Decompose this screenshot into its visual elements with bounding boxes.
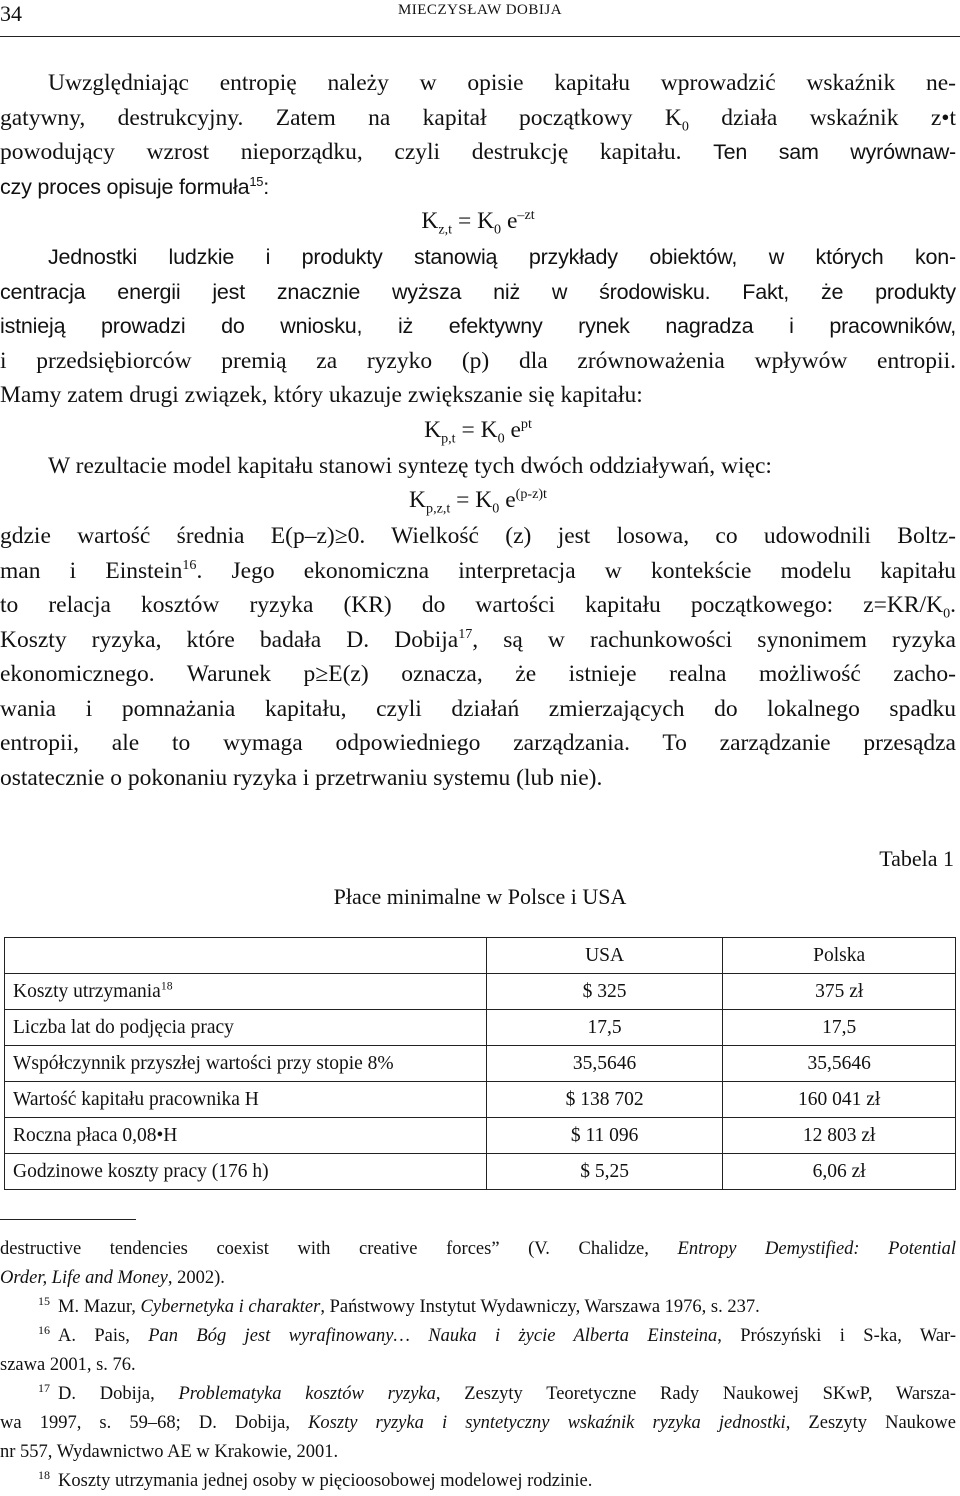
text-line: ekonomicznego. Warunek p≥E(z) oznacza, że istnieje realna możliwość zacho- (0, 661, 957, 687)
text-line: gatywny, destrukcyjny. Zatem na kapitał początkowy $K_0$ działa wskaźnik z•t (0, 104, 957, 135)
table-title: Płace minimalne w Polsce i USA (333, 884, 627, 909)
row-label: Godzinowe koszty pracy (176 h) (5, 1154, 487, 1190)
text-line: Uwzględniając entropię należy w opisie kapitału wprowadzić wskaźnik ne- (48, 70, 956, 96)
table-row (5, 1118, 956, 1154)
text-line: man i Einstein$^{16}$. Jego ekonomiczna interpretacja w kontekście modelu kapitału (0, 556, 956, 584)
cell-polska: 375 zł (723, 974, 956, 1010)
cell-usa: $ 5,25 (486, 1154, 723, 1190)
text-line: Koszty ryzyka, które badała D. Dobija$^{17}$, są w rachunkowości synonimem ryzyka (0, 625, 956, 653)
text-line: to relacja kosztów ryzyka (KR) do wartości kapitału początkowego: $z=KR/K_0$. (0, 592, 956, 622)
cell-polska: 160 041 zł (723, 1082, 956, 1118)
footnote-ref-15: 15 (249, 173, 264, 189)
column-header: Polska (723, 938, 956, 974)
table-row (5, 1046, 956, 1082)
footnote-17-cont: wa 1997, s. 59–68; D. Dobija, Koszty ryzyka i syntetyczny wskaźnik ryzyka jednostki, Zeszyty Naukowe (0, 1413, 957, 1433)
cell-polska: 17,5 (723, 1010, 956, 1046)
cell-usa: $ 325 (486, 974, 723, 1010)
cell-polska: 6,06 zł (723, 1154, 956, 1190)
cell-usa: $ 11 096 (486, 1118, 723, 1154)
text-line: ostatecznie o pokonaniu ryzyka i przetrwaniu systemu (lub nie). (0, 764, 603, 791)
table-row (5, 1154, 956, 1190)
formula-capital-model: $K_{p,z,t} = K_0$ $e^{(p-z)t}$ (409, 486, 547, 517)
footnote-continuation: destructive tendencies coexist with creative forces” (V. Chalidze, Entropy Demystified: Potential (0, 1239, 956, 1259)
text-line: i przedsiębiorców premią za ryzyko (p) dla zrównoważenia wpływów entropii. (0, 347, 956, 374)
text-line: Jednostki ludzkie i produkty stanowią przykłady obiektów, w których kon- (48, 245, 956, 269)
cell-usa: 35,5646 (486, 1046, 723, 1082)
formula-entropy: $K_{z,t} = K_0$ $e^{-zt}$ (421, 207, 535, 238)
row-label: Koszty utrzymania$^{18}$ (5, 974, 487, 1010)
footnote-17: $^{17}$ D. Dobija, Problematyka kosztów ryzyka, Zeszyty Teoretyczne Rady Naukowej SKwP, Warsza- (38, 1380, 956, 1404)
formula-risk-premium: $K_{p,t} = K_0$ $e^{pt}$ (424, 415, 532, 447)
text-line: czy proces opisuje formuła$^{15}$: (0, 173, 270, 199)
table-row (5, 1010, 956, 1046)
text-line: istnieją prowadzi do wniosku, iż efektywny rynek nagradza i pracowników, (0, 314, 956, 338)
footnote-18: $^{18}$ Koszty utrzymania jednej osoby w pięcioosobowej modelowej rodzinie. (38, 1467, 593, 1491)
cell-usa: $ 138 702 (486, 1082, 723, 1118)
text-line: gdzie wartość średnia E(p–z)≥0. Wielkość (z) jest losowa, co udowodnili Boltz- (0, 523, 957, 549)
footnotes (0, 1235, 956, 1496)
column-header: USA (486, 938, 723, 974)
page-number: 34 (0, 1, 22, 26)
text-line: centracja energii jest znacznie wyższa niż w środowisku. Fakt, że produkty (0, 279, 956, 304)
running-head: MIECZYSŁAW DOBIJA (397, 2, 563, 18)
footnote-17-cont: nr 557, Wydawnictwo AE w Krakowie, 2001. (0, 1442, 339, 1462)
main-text (0, 66, 956, 795)
footnote-ref-18: 18 (160, 979, 173, 992)
footnote-16-cont: szawa 2001, s. 76. (0, 1355, 136, 1375)
header-rule (0, 36, 960, 37)
table-header-row (5, 938, 956, 974)
table-row (5, 974, 956, 1010)
footnote-16: $^{16}$ A. Pais, Pan Bóg jest wyrafinowany… Nauka i życie Alberta Einsteina, Prószyński i S-ka, War- (38, 1322, 957, 1346)
row-label: Współczynnik przyszłej wartości przy stopie 8% (5, 1046, 487, 1082)
text-line: entropii, ale to wymaga odpowiedniego zarządzania. To zarządzanie przesądza (0, 730, 956, 756)
cell-polska: 35,5646 (723, 1046, 956, 1082)
row-label: Roczna płaca 0,08•H (5, 1118, 487, 1154)
row-label: Liczba lat do podjęcia pracy (5, 1010, 487, 1046)
column-header (5, 938, 487, 974)
footnote-15: $^{15}$ M. Mazur, Cybernetyka i charakter, Państwowy Instytut Wydawniczy, Warszawa 1976, s. 237. (38, 1293, 760, 1317)
row-label: Wartość kapitału pracownika H (5, 1082, 487, 1118)
footnote-rule (0, 1219, 136, 1220)
footnote-ref-16: 16 (182, 556, 197, 573)
table-row (5, 1082, 956, 1118)
text-line: Mamy zatem drugi związek, który ukazuje zwiększanie się kapitału: (0, 382, 643, 408)
text-line: W rezultacie model kapitału stanowi syntezę tych dwóch oddziaływań, więc: (48, 452, 772, 479)
table-label: Tabela 1 (879, 846, 954, 871)
footnote-continuation: Order, Life and Money, 2002). (0, 1268, 225, 1288)
text-line: powodujący wzrost nieporządku, czyli destrukcję kapitału. Ten sam wyrównaw- (0, 139, 956, 165)
cell-polska: 12 803 zł (723, 1118, 956, 1154)
wages-table (4, 937, 956, 1190)
footnote-ref-17: 17 (458, 625, 473, 642)
text-line: wania i pomnażania kapitału, czyli działań zmierzających do lokalnego spadku (0, 695, 956, 722)
cell-usa: 17,5 (486, 1010, 723, 1046)
